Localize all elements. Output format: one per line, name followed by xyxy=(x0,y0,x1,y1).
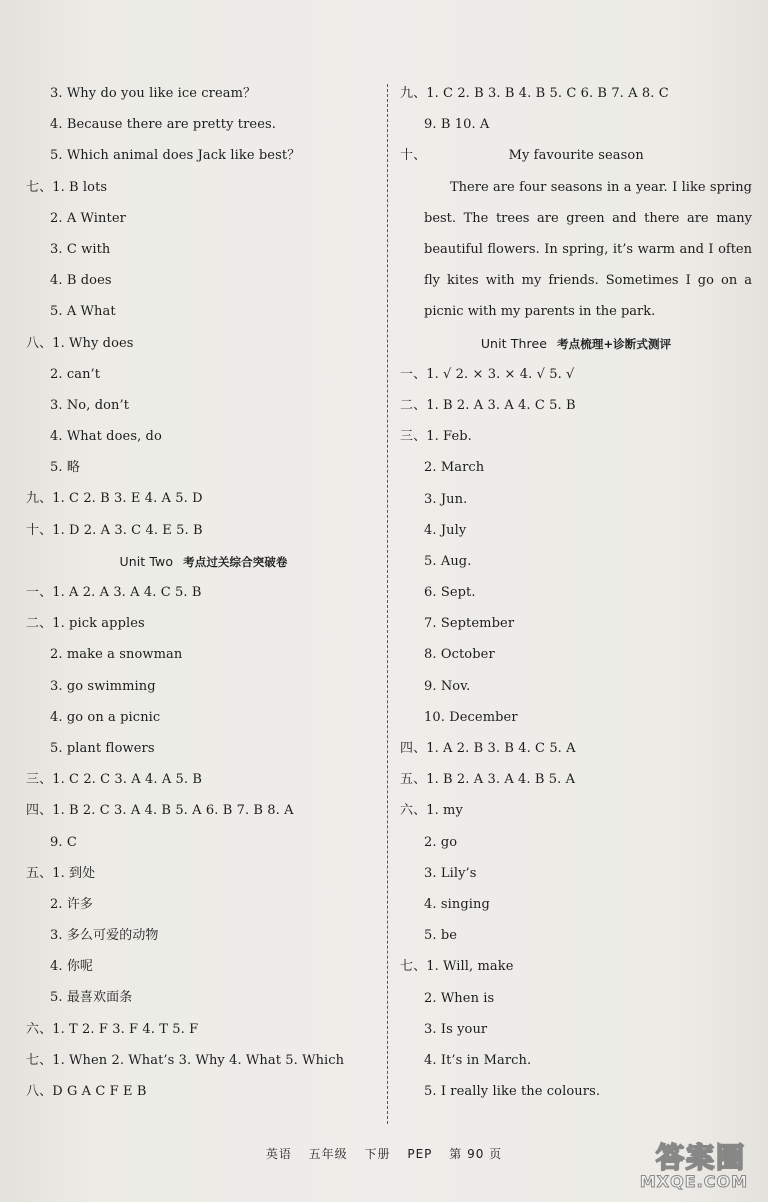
answer-line: 4. B does xyxy=(50,273,112,289)
essay-body: There are four seasons in a year. I like spring best. The trees are green and there are many beautiful flowers. In spring, it’s warm and I often fly kites with my friends. Sometimes I go on a picnic with my parents in the park. xyxy=(424,179,752,320)
answer-line: 5. A What xyxy=(50,304,116,320)
answer-line: 三、1. Feb. xyxy=(400,429,472,445)
unit-two-label: Unit Two xyxy=(119,553,174,569)
answer-line: 8. October xyxy=(424,647,495,663)
answer-line: 四、1. B 2. C 3. A 4. B 5. A 6. B 7. B 8. A xyxy=(26,803,294,819)
answer-line: 4. July xyxy=(424,522,467,538)
answer-line: 4. What does, do xyxy=(50,429,162,445)
answer-line: 3. 多么可爱的动物 xyxy=(50,928,159,944)
answer-line: 5. I really like the colours. xyxy=(424,1084,601,1100)
answer-line: 7. September xyxy=(424,616,515,632)
unit-two-subtitle: 考点过关综合突破卷 xyxy=(183,554,288,569)
answer-line: 二、1. pick apples xyxy=(26,616,145,632)
column-divider xyxy=(387,84,388,1124)
answer-line: 5. 最喜欢面条 xyxy=(50,990,133,1006)
answer-line: 9. B 10. A xyxy=(424,117,490,133)
answer-line: 4. Because there are pretty trees. xyxy=(50,117,276,133)
answer-line: 2. March xyxy=(424,460,485,476)
watermark-text: 答案圈 xyxy=(655,1141,746,1174)
answer-line: 5. be xyxy=(424,928,458,944)
answer-line: 七、1. When 2. What’s 3. Why 4. What 5. Which xyxy=(26,1052,345,1068)
answer-line: 6. Sept. xyxy=(424,585,476,601)
answer-line: 9. C xyxy=(50,834,77,850)
essay-heading-line xyxy=(400,140,752,171)
answer-line xyxy=(26,577,381,608)
answer-line: 十、1. D 2. A 3. C 4. E 5. B xyxy=(26,522,203,538)
answer-line: 2. When is xyxy=(424,990,495,1006)
answer-line: 3. Is your xyxy=(424,1021,488,1037)
answer-line: 四、1. A 2. B 3. B 4. C 5. A xyxy=(400,741,576,757)
answer-line: 六、1. my xyxy=(400,803,463,819)
answer-line: 4. It’s in March. xyxy=(424,1052,532,1068)
left-column xyxy=(26,78,381,1107)
answer-line: 3. C with xyxy=(50,241,111,257)
answer-line: 2. 许多 xyxy=(50,896,94,912)
answer-line: 5. 略 xyxy=(50,460,80,476)
answer-line: 八、D G A C F E B xyxy=(26,1084,147,1099)
answer-line: 3. Why do you like ice cream？ xyxy=(50,86,257,101)
site-watermark-logo xyxy=(640,1136,750,1194)
answer-line: 二、1. B 2. A 3. A 4. C 5. B xyxy=(400,397,576,413)
answer-line: 5. plant flowers xyxy=(50,740,155,756)
unit-three-heading xyxy=(400,328,752,359)
answer-text: 1. A 2. A 3. A 4. C 5. B xyxy=(52,585,202,600)
answer-line: 10. December xyxy=(424,709,518,725)
footer-edition: PEP xyxy=(407,1147,433,1161)
answer-line: 3. go swimming xyxy=(50,678,156,694)
answer-line: 4. singing xyxy=(424,896,490,912)
unit-three-label: Unit Three xyxy=(480,335,548,351)
answer-line: 3. Lily’s xyxy=(424,865,477,881)
footer-subject: 英语 xyxy=(265,1147,292,1161)
answer-line: 2. A Winter xyxy=(50,210,126,226)
answer-line: 3. Jun. xyxy=(424,491,468,507)
answer-line: 五、1. B 2. A 3. A 4. B 5. A xyxy=(400,772,576,788)
answer-line: 5. Aug. xyxy=(424,553,472,569)
unit-three-subtitle: 考点梳理+诊断式测评 xyxy=(557,336,672,351)
essay-title: My favourite season xyxy=(508,148,644,164)
answer-line: 九、1. C 2. B 3. E 4. A 5. D xyxy=(26,491,203,507)
answer-line: 3. No, don’t xyxy=(50,397,130,413)
answer-line: 一、1. √ 2. × 3. × 4. √ 5. √ xyxy=(400,366,575,382)
answer-line: 9. Nov. xyxy=(424,678,471,694)
answer-line: 三、1. C 2. C 3. A 4. A 5. B xyxy=(26,772,203,788)
answer-line: 2. go xyxy=(424,834,458,850)
footer-volume: 下册 xyxy=(364,1147,391,1161)
answer-line: 4. go on a picnic xyxy=(50,709,161,725)
footer-grade: 五年级 xyxy=(308,1147,348,1161)
answer-line: 九、1. C 2. B 3. B 4. B 5. C 6. B 7. A 8. C xyxy=(400,86,669,101)
right-column xyxy=(400,78,752,1107)
answer-line: 2. make a snowman xyxy=(50,647,183,663)
answer-line: 七、1. Will, make xyxy=(400,959,514,975)
answer-line: 七、1. B lots xyxy=(26,179,108,195)
answer-line: 2. can’t xyxy=(50,366,101,382)
unit-two-heading xyxy=(26,546,381,577)
answer-line: 4. 你呢 xyxy=(50,959,94,975)
footer-page-number: 第 90 页 xyxy=(449,1147,503,1161)
section-prefix: 十、 xyxy=(400,148,427,164)
section-prefix: 一、 xyxy=(26,585,53,600)
watermark-url: MXQE.COM xyxy=(639,1172,748,1191)
answer-line: 5. Which animal does Jack like best？ xyxy=(50,148,301,164)
answer-line: 六、1. T 2. F 3. F 4. T 5. F xyxy=(26,1021,199,1037)
answer-line: 五、1. 到处 xyxy=(26,865,96,881)
answer-line: 八、1. Why does xyxy=(26,335,134,351)
